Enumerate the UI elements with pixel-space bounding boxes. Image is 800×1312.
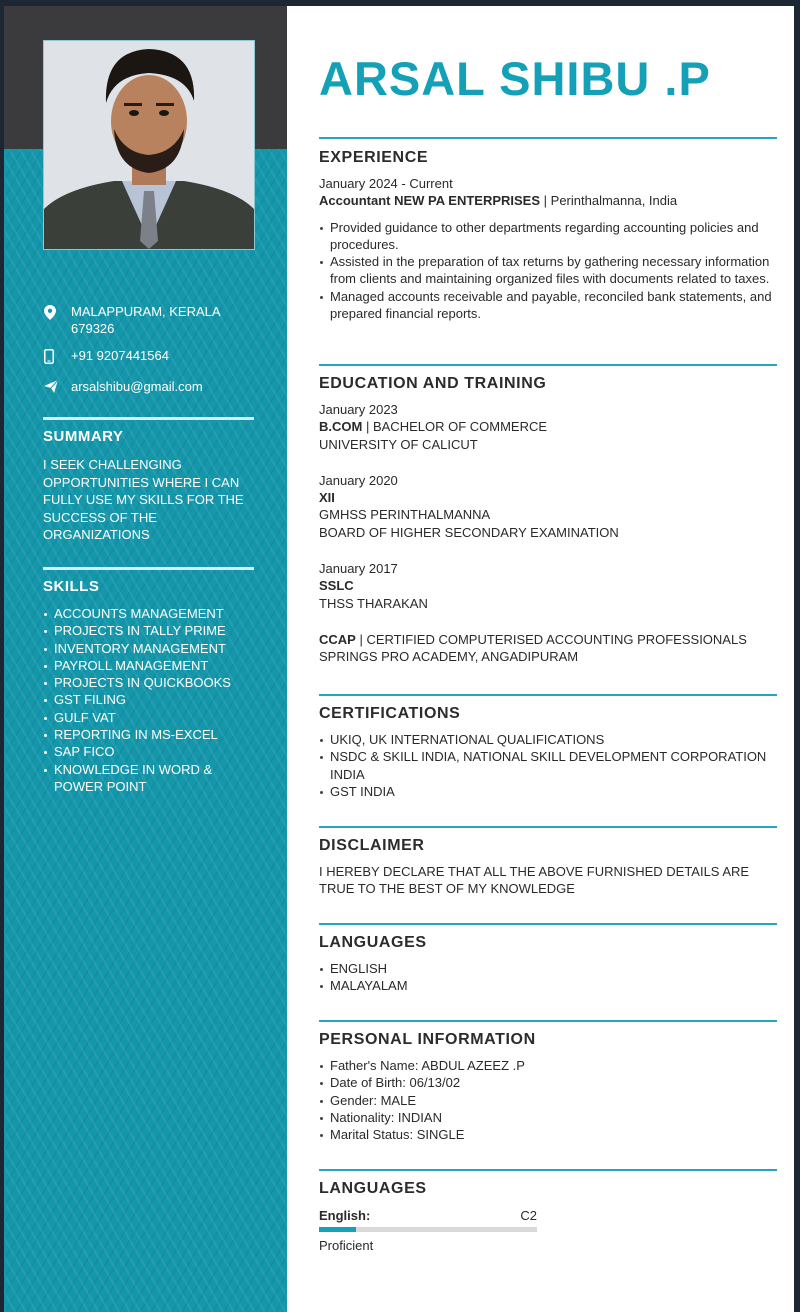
certifications-section [319, 731, 777, 800]
education-date: January 2023 [319, 402, 398, 417]
experience-date: January 2024 - Current [319, 176, 453, 191]
experience-role [319, 192, 777, 209]
education-item [319, 631, 777, 666]
education-institution: UNIVERSITY OF CALICUT [319, 436, 478, 452]
skill-item: PROJECTS IN QUICKBOOKS [43, 674, 255, 691]
education-detail: | CERTIFIED COMPUTERISED ACCOUNTING PROFESSIONALS [359, 631, 747, 647]
personal-item: Marital Status: SINGLE [319, 1126, 777, 1143]
skill-item: REPORTING IN MS-EXCEL [43, 726, 255, 743]
summary-heading: SUMMARY [43, 428, 124, 445]
education-degree: CCAP [319, 631, 356, 647]
skill-item: ACCOUNTS MANAGEMENT [43, 605, 255, 622]
skill-item: GST FILING [43, 691, 255, 708]
languages-list [319, 960, 777, 995]
personal-item: Father's Name: ABDUL AZEEZ .P [319, 1057, 777, 1074]
skill-item: KNOWLEDGE IN WORD & POWER POINT [43, 761, 255, 796]
skill-item: GULF VAT [43, 709, 255, 726]
resume-page [4, 6, 794, 1312]
mobile-phone-icon [42, 349, 66, 368]
main-content [287, 6, 794, 1312]
disclaimer-heading: DISCLAIMER [319, 837, 425, 854]
experience-section [319, 175, 777, 322]
contact-email [42, 378, 254, 397]
languages-section [319, 960, 777, 995]
language-levels-heading: LANGUAGES [319, 1180, 427, 1197]
education-degree-line [319, 577, 777, 594]
language-item: MALAYALAM [319, 977, 777, 994]
sidebar-divider [43, 417, 254, 420]
disclaimer-text: I HEREBY DECLARE THAT ALL THE ABOVE FURNISHED DETAILS ARE TRUE TO THE BEST OF MY KNOWLEDGE [319, 864, 750, 897]
education-item [319, 560, 777, 612]
certifications-list [319, 731, 777, 800]
language-name: English: [319, 1208, 371, 1223]
education-degree-line [319, 489, 777, 506]
language-item: ENGLISH [319, 960, 777, 977]
contact-phone [42, 347, 254, 368]
experience-bullets [319, 219, 777, 323]
paper-plane-icon [42, 380, 66, 397]
location-pin-icon [42, 305, 66, 324]
section-divider [319, 694, 777, 696]
section-divider [319, 826, 777, 828]
certification-item: GST INDIA [319, 783, 777, 800]
profile-photo [43, 40, 255, 250]
education-degree-line [319, 631, 777, 648]
section-divider [319, 137, 777, 139]
language-level: C2 [520, 1208, 537, 1223]
section-divider [319, 1169, 777, 1171]
experience-bullet: Provided guidance to other departments regarding accounting policies and procedures. [319, 219, 777, 254]
education-degree: SSLC [319, 578, 354, 594]
experience-bullet: Managed accounts receivable and payable, reconciled bank statements, and prepared financial reports. [319, 288, 777, 323]
skill-item: INVENTORY MANAGEMENT [43, 640, 255, 657]
skill-item: SAP FICO [43, 743, 255, 760]
profile-photo-illustration [44, 41, 254, 249]
education-degree: XII [319, 490, 335, 506]
skills-heading: SKILLS [43, 578, 100, 595]
education-institution: GMHSS PERINTHALMANNA [319, 507, 491, 523]
section-divider [319, 923, 777, 925]
languages-heading: LANGUAGES [319, 934, 427, 951]
candidate-name: ARSAL SHIBU .P [319, 52, 711, 105]
education-institution: THSS THARAKAN [319, 595, 428, 611]
language-proficiency: Proficient [319, 1238, 374, 1254]
language-level-bar-fill [319, 1227, 356, 1232]
education-degree-line [319, 418, 777, 435]
summary-text: I SEEK CHALLENGING OPPORTUNITIES WHERE I CAN FULLY USE MY SKILLS FOR THE SUCCESS OF THE ORGANIZATIONS [43, 457, 244, 542]
experience-location: | Perinthalmanna, India [543, 193, 678, 209]
address-text: MALAPPURAM, KERALA 679326 [71, 304, 220, 336]
sidebar-divider [43, 567, 254, 570]
education-section [319, 401, 777, 685]
education-degree: B.COM [319, 419, 363, 435]
certification-item: UKIQ, UK INTERNATIONAL QUALIFICATIONS [319, 731, 777, 748]
education-date: January 2017 [319, 561, 398, 577]
language-levels-section [319, 1207, 777, 1255]
education-institution: SPRINGS PRO ACADEMY, ANGADIPURAM [319, 649, 579, 665]
phone-text: +91 9207441564 [71, 348, 169, 363]
experience-heading: EXPERIENCE [319, 149, 429, 166]
disclaimer-section [319, 863, 777, 898]
personal-item: Date of Birth: 06/13/02 [319, 1074, 777, 1091]
email-text[interactable]: arsalshibu@gmail.com [71, 379, 203, 394]
experience-title: Accountant NEW PA ENTERPRISES [319, 193, 541, 209]
sidebar [4, 6, 287, 1312]
personal-section [319, 1057, 777, 1143]
personal-item: Gender: MALE [319, 1092, 777, 1109]
skills-list [43, 605, 255, 795]
education-board: BOARD OF HIGHER SECONDARY EXAMINATION [319, 524, 619, 540]
education-detail: | BACHELOR OF COMMERCE [365, 419, 548, 435]
contact-address [42, 303, 254, 337]
skill-item: PROJECTS IN TALLY PRIME [43, 622, 255, 639]
education-heading: EDUCATION AND TRAINING [319, 375, 547, 392]
experience-bullet: Assisted in the preparation of tax returns by gathering necessary information from clients and maintaining organized files with documents related to taxes. [319, 253, 777, 288]
education-item [319, 472, 777, 541]
certifications-heading: CERTIFICATIONS [319, 705, 461, 722]
skill-item: PAYROLL MANAGEMENT [43, 657, 255, 674]
language-level-row [319, 1207, 537, 1224]
personal-list [319, 1057, 777, 1143]
section-divider [319, 1020, 777, 1022]
certification-item: NSDC & SKILL INDIA, NATIONAL SKILL DEVELOPMENT CORPORATION INDIA [319, 748, 777, 783]
language-level-bar [319, 1227, 537, 1232]
section-divider [319, 364, 777, 366]
personal-heading: PERSONAL INFORMATION [319, 1031, 536, 1048]
education-item [319, 401, 777, 453]
education-date: January 2020 [319, 472, 398, 488]
personal-item: Nationality: INDIAN [319, 1109, 777, 1126]
contact-block [42, 303, 254, 407]
